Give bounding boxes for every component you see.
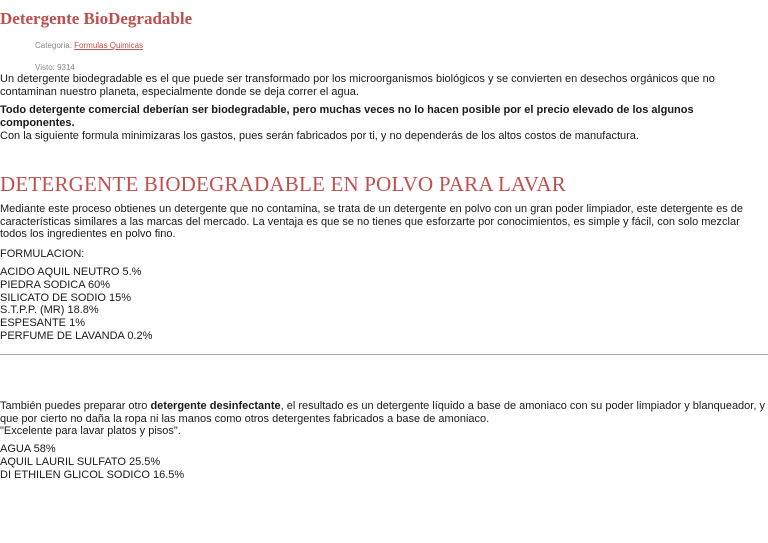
list-item: AGUA 58%	[0, 443, 56, 455]
disinfectant-paragraph	[0, 400, 766, 438]
emphasis-paragraph: Todo detergente comercial deberían ser biodegradable, pero muchas veces no lo hacen posible por el precio elevado de los algunos componentes.	[0, 104, 694, 129]
intro-paragraph-2: Con la siguiente formula minimizaras los gastos, pues serán fabricados por ti, y no dependerás de los altos costos de manufactura.	[0, 130, 639, 142]
section-description: Mediante este proceso obtienes un detergente que no contamina, se trata de un detergente en polvo con un gran poder limpiador, este detergente es de características similares a las marcas del mercado. La ventaja es que se no tienes que esforzarte por conocimientos, es simple y fácil, con solo mezclar todos los ingredientes en polvo fino.	[0, 203, 744, 240]
disinfectant-text-before: También puedes preparar otro	[0, 400, 151, 412]
ingredient-list-liquid	[0, 443, 184, 481]
list-item: DI ETHILEN GLICOL SODICO 16.5%	[0, 468, 185, 481]
list-item: PIEDRA SODICA 60%	[0, 278, 111, 291]
disinfectant-quote: "Excelente para lavar platos y pisos".	[0, 425, 181, 437]
list-item: SILICATO DE SODIO 15%	[0, 291, 132, 304]
formulation-label: FORMULACION:	[0, 248, 85, 260]
category-link[interactable]: Formulas Quimicas	[74, 41, 144, 50]
list-item: ESPESANTE 1%	[0, 317, 85, 330]
disinfectant-text-after: , el resultado es un detergente líquido a base de amoniaco con su poder limpiador y blanqueador, y que por cierto no daña la ropa ni las manos como otros detergentes fabricados a base de amoniaco.	[0, 400, 765, 425]
disinfectant-text-bold: detergente desinfectante	[150, 400, 281, 412]
page-title: Detergente BioDegradable	[0, 9, 193, 28]
ingredient-list-powder	[0, 266, 152, 343]
divider	[0, 354, 768, 355]
category-line	[35, 41, 143, 50]
list-item: ACIDO AQUIL NEUTRO 5.%	[0, 266, 142, 278]
views-count: Visto: 9314	[35, 63, 75, 72]
category-label: Categoria:	[35, 41, 72, 50]
section-heading: DETERGENTE BIODEGRADABLE EN POLVO PARA LAVAR	[0, 172, 566, 196]
list-item: S.T.P.P. (MR) 18.8%	[0, 304, 99, 317]
list-item: AQUIL LAURIL SULFATO 25.5%	[0, 455, 161, 468]
intro-paragraph: Un detergente biodegradable es el que puede ser transformado por los microorganismos biológicos y se convierten en desechos orgánicos que no contaminan nuestro planeta, especialmente donde se deja correr el agua.	[0, 73, 715, 98]
list-item: PERFUME DE LAVANDA 0.2%	[0, 329, 153, 342]
